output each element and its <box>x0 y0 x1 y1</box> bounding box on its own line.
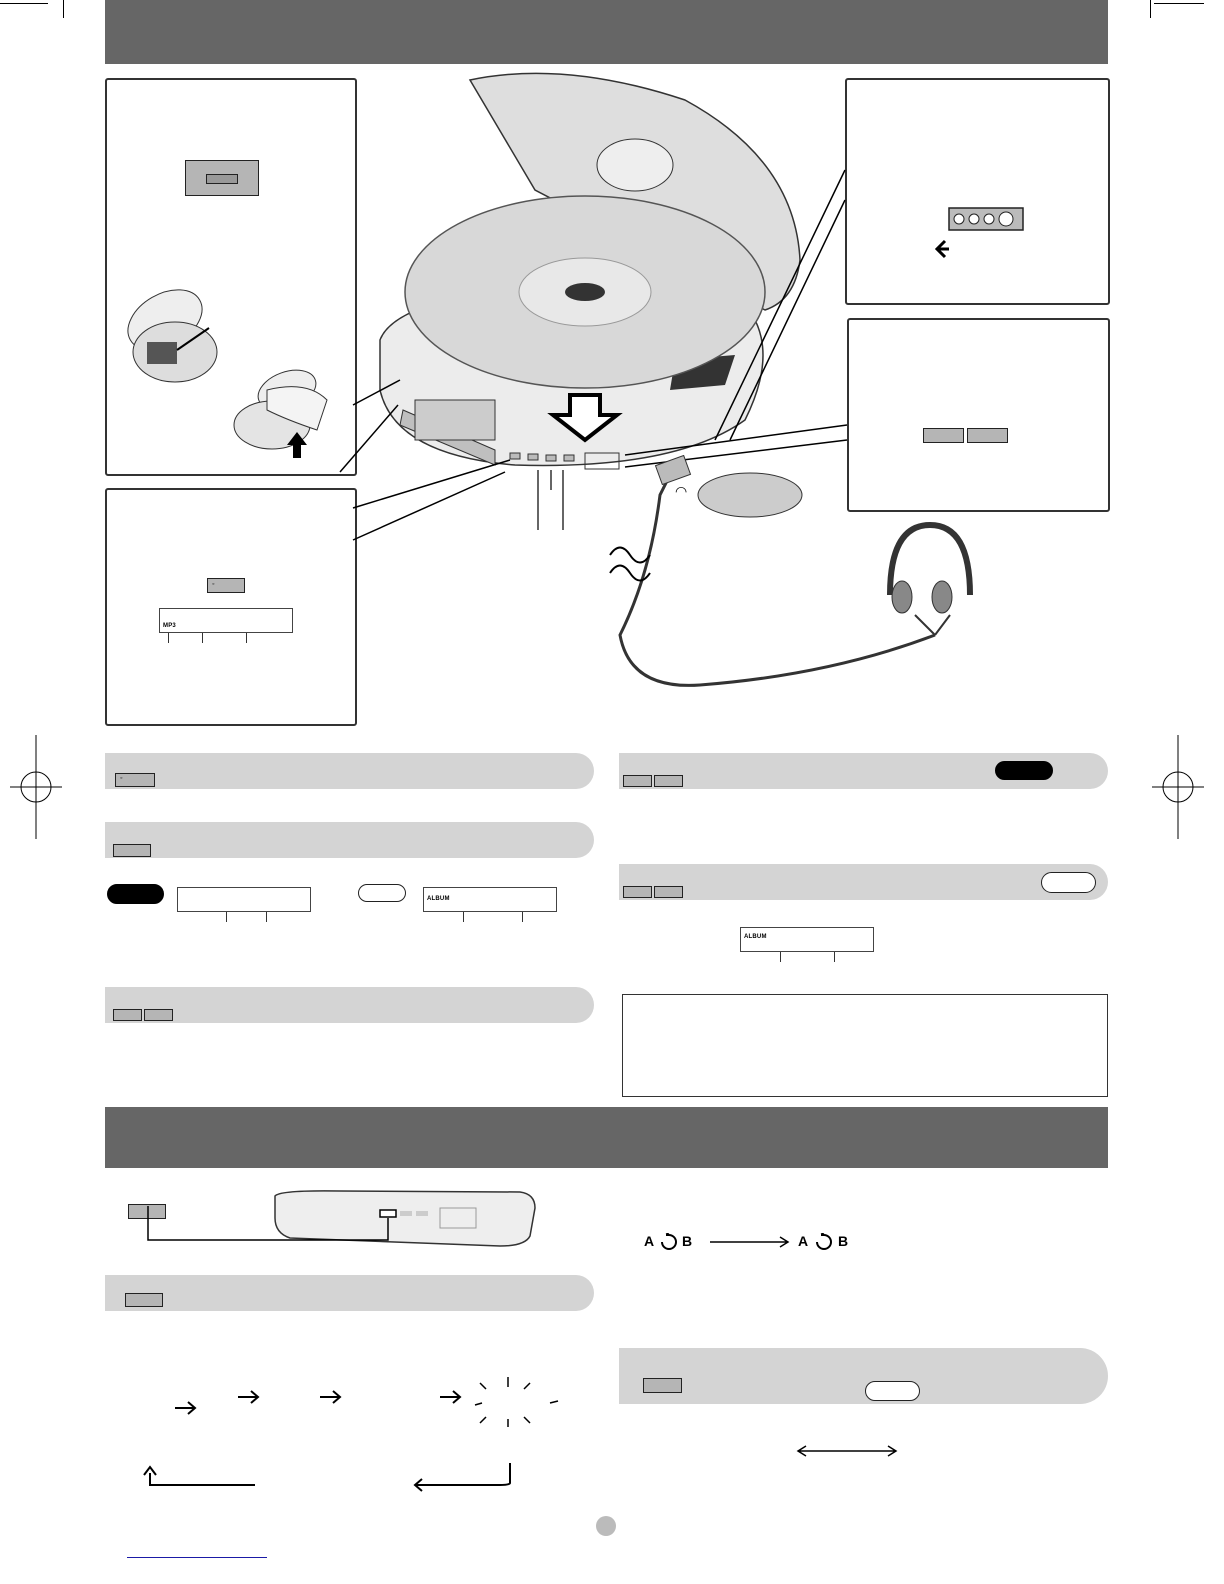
album-forward-button[interactable] <box>654 886 683 898</box>
page-number-dot <box>596 1516 616 1536</box>
search-back-button[interactable] <box>623 775 652 787</box>
mode-mp3-indicator <box>358 884 406 902</box>
note-box <box>622 994 1108 1097</box>
skip-forward-button[interactable] <box>144 1009 173 1021</box>
blink-rays <box>475 1377 558 1427</box>
display-cd-pointer-1 <box>226 912 227 922</box>
section-bar-stop <box>105 822 594 858</box>
section-bar-search <box>619 753 1108 789</box>
mode-cd-indicator-2 <box>995 761 1053 780</box>
ab-b-blinking: B <box>682 1233 693 1249</box>
ab-a-blinking: A <box>644 1233 655 1249</box>
display-album-1-pointer-1 <box>463 912 464 922</box>
play-mode-button[interactable] <box>125 1293 163 1307</box>
double-arrow <box>796 1443 898 1459</box>
display-cd <box>177 887 311 912</box>
lcd-album-label-1: ALBUM <box>427 896 450 902</box>
section-bar-play-mode <box>105 1275 594 1311</box>
headphone-icon: ◠ <box>675 483 688 499</box>
footer-link-underline[interactable] <box>127 1557 267 1558</box>
power-icon: ◦ <box>212 581 215 588</box>
mode-mp3-indicator-3 <box>865 1381 920 1401</box>
display-cd-pointer-2 <box>266 912 267 922</box>
stop-button[interactable] <box>113 844 151 857</box>
ab-repeat-blinking <box>640 1231 702 1255</box>
player-side-view <box>140 1188 550 1258</box>
header-band-middle <box>105 1107 1108 1168</box>
mode-mp3-indicator-2 <box>1041 872 1096 893</box>
headphones-illustration <box>590 455 990 695</box>
display-album-2-pointer-1 <box>780 952 781 962</box>
display-album-1 <box>423 887 557 912</box>
play-icon: ◦ <box>120 775 123 782</box>
skip-back-button[interactable] <box>113 1009 142 1021</box>
play-mode-cycle-diagram <box>130 1375 570 1495</box>
ab-b: B <box>838 1233 849 1249</box>
section-bar-album <box>619 864 1108 900</box>
display-album-2 <box>740 927 874 952</box>
ab-arrow <box>708 1234 792 1250</box>
play-button[interactable] <box>115 773 155 787</box>
section-bar-resume <box>619 1348 1108 1404</box>
mode-cd-indicator <box>107 884 164 904</box>
lcd-album-label-2: ALBUM <box>744 934 767 940</box>
repeat-icon <box>658 1233 680 1251</box>
section-bar-skip <box>105 987 594 1023</box>
ab-repeat-set <box>798 1231 854 1255</box>
resume-button[interactable] <box>643 1378 682 1393</box>
search-forward-button[interactable] <box>654 775 683 787</box>
repeat-icon-2 <box>813 1233 835 1251</box>
display-album-1-pointer-2 <box>522 912 523 922</box>
lcd-mp3-label: MP3 <box>163 623 176 629</box>
display-album-2-pointer-2 <box>834 952 835 962</box>
ab-a: A <box>798 1233 809 1249</box>
section-bar-play <box>105 753 594 789</box>
album-back-button[interactable] <box>623 886 652 898</box>
